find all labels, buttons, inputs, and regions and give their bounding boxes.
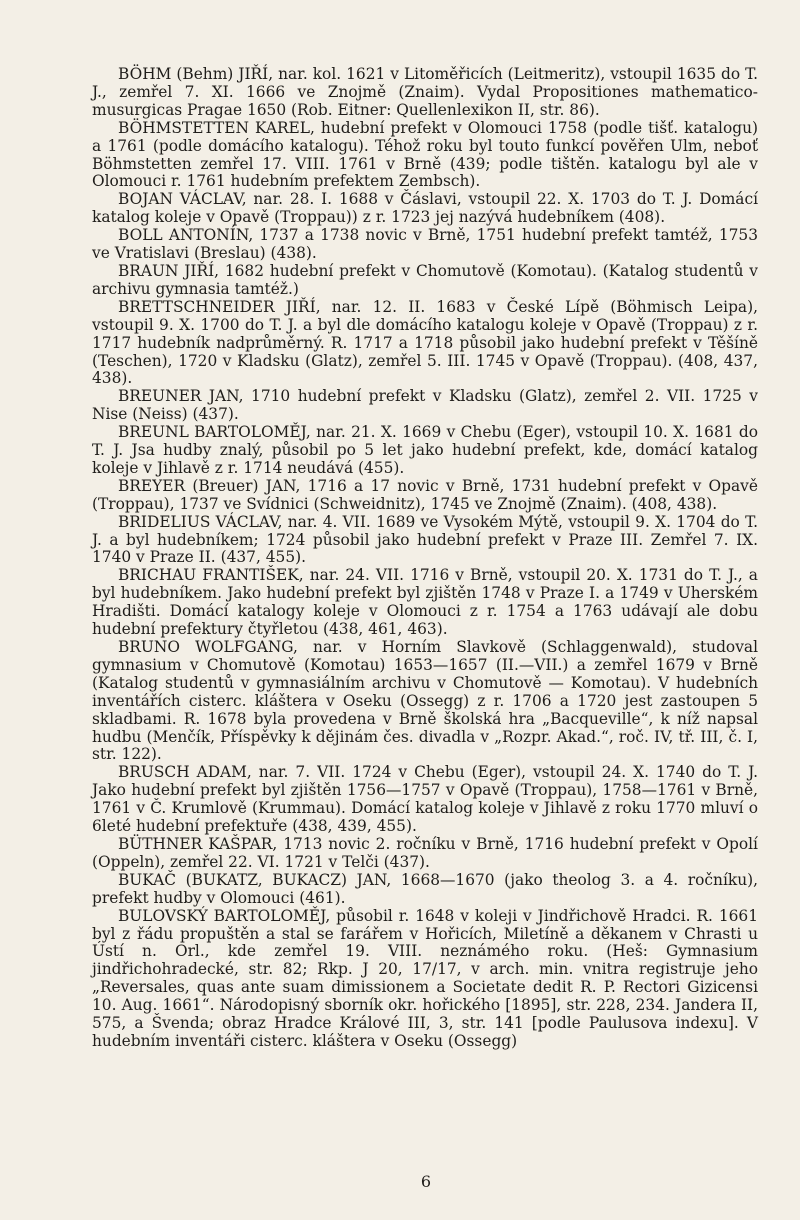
entry-bukac: BUKAČ (BUKATZ, BUKACZ) JAN, 1668—1670 (jako theolog 3. a 4. ročníku), prefekt hudby v Olomouci (461). [92, 870, 758, 907]
entry-brettschneider: BRETTSCHNEIDER JIŘÍ, nar. 12. II. 1683 v České Lípě (Böhmisch Leipa), vstoupil 9. X. 1700 do T. J. a byl dle domácího katalogu koleje v Opavě (Troppau) z r. 1717 hudebník nadprůměrný. R. 1717 a 1718 působil jako hudební prefekt v Těšíně (Teschen), 1720 v Kladsku (Glatz), zemřel 5. III. 1745 v Opavě (Troppau). (408, 437, 438). [92, 297, 758, 388]
entry-breuner: BREUNER JAN, 1710 hudební prefekt v Kladsku (Glatz), zemřel 2. VII. 1725 v Nise (Neiss) (437). [92, 387, 758, 424]
entry-bruno: BRUNO WOLFGANG, nar. v Horním Slavkově (Schlaggenwald), studoval gymnasium v Chomutově (Komotau) 1653—1657 (II.—VII.) a zemřel 1679 v Brně (Katalog studentů v gymnasiálním archivu v Chomutově — Komotau). V hudebních inventářích cisterc. kláštera v Oseku (Ossegg) z r. 1706 a 1720 jest zastoupen 5 skladbami. R. 1678 byla provedena v Brně školská hra „Bacqueville“, k níž napsal hudbu (Menčík, Příspěvky k dějinám čes. divadla v „Rozpr. Akad.“, roč. IV, tř. III, č. I, str. 122). [92, 638, 758, 764]
entry-breyer: BREYER (Breuer) JAN, 1716 a 17 novic v Brně, 1731 hudební prefekt v Opavě (Troppau), 1737 ve Svídnici (Schweidnitz), 1745 ve Znojmě (Znaim). (408, 438). [92, 476, 758, 513]
entry-bohm: BÖHM (Behm) JIŘÍ, nar. kol. 1621 v Litoměřicích (Leitmeritz), vstoupil 1635 do T. J., zemřel 7. XI. 1666 ve Znojmě (Znaim). Vydal Propositiones mathematico-musurgicas Pragae 1650 (Rob. Eitner: Quellenlexikon II, str. 86). [92, 65, 758, 119]
entry-bojan: BOJAN VÁCLAV, nar. 28. I. 1688 v Čáslavi, vstoupil 22. X. 1703 do T. J. Domácí katalog koleje v Opavě (Troppau)) z r. 1723 jej nazývá hudebníkem (408). [92, 190, 758, 227]
page-number: 6 [420, 1172, 432, 1191]
entry-bulovsky: BULOVSKÝ BARTOLOMĚJ, působil r. 1648 v koleji v Jindřichově Hradci. R. 1661 byl z řádu propuštěn a stal se farářem v Hořicích, Miletíně a děkanem v Chrasti u Ústí n. Orl., kde zemřel 19. VIII. neznámého roku. (Heš: Gymnasium jindřichohradecké, str. 82; Rkp. J 20, 17/17, v arch. min. vnitra registruje jeho „Reversales, quas ante suam dimissionem a Societate dedit R. P. Rectori Gizicensi 10. Aug. 1661“. Národopisný sborník okr. hořického [1895], str. 228, 234. Jandera II, 575, a Švenda; obraz Hradce Králové III, 3, str. 141 [podle Paulusova indexu]. V hudebním inventáři cisterc. kláštera v Oseku (Ossegg) [92, 906, 758, 1050]
entry-buthner: BÜTHNER KAŠPAR, 1713 novic 2. ročníku v Brně, 1716 hudební prefekt v Opolí (Oppeln), zemřel 22. VI. 1721 v Telči (437). [92, 834, 758, 871]
entry-brusch: BRUSCH ADAM, nar. 7. VII. 1724 v Chebu (Eger), vstoupil 24. X. 1740 do T. J. Jako hudební prefekt byl zjištěn 1756—1757 v Opavě (Troppau), 1758—1761 v Brně, 1761 v Č. Krumlově (Krummau). Domácí katalog koleje v Jihlavě z roku 1770 mluví o 6leté hudební prefektuře (438, 439, 455). [92, 763, 758, 836]
entry-bridelius: BRIDELIUS VÁCLAV, nar. 4. VII. 1689 ve Vysokém Mýtě, vstoupil 9. X. 1704 do T. J. a byl hudebníkem; 1724 působil jako hudební prefekt v Praze III. Zemřel 7. IX. 1740 v Praze II. (437, 455). [92, 512, 758, 567]
entry-bohmstetten: BÖHMSTETTEN KAREL, hudební prefekt v Olomouci 1758 (podle tišť. katalogu) a 1761 (podle domácího katalogu). Téhož roku byl touto funkcí pověřen Ulm, neboť Böhmstetten zemřel 17. VIII. 1761 v Brně (439; podle tištěn. katalogu byl ale v Olomouci r. 1761 hudebním prefektem Zembsch). [92, 118, 758, 191]
entry-boll: BOLL ANTONÍN, 1737 a 1738 novic v Brně, 1751 hudební prefekt tamtéž, 1753 ve Vratislavi (Breslau) (438). [92, 226, 758, 263]
entry-braun: BRAUN JIŘÍ, 1682 hudební prefekt v Chomutově (Komotau). (Katalog studentů v archivu gymnasia tamtéž.) [92, 261, 758, 298]
entry-brichau: BRICHAU FRANTIŠEK, nar. 24. VII. 1716 v Brně, vstoupil 20. X. 1731 do T. J., a byl hudebníkem. Jako hudební prefekt byl zjištěn 1748 v Praze I. a 1749 v Uherském Hradišti. Domácí katalogy koleje v Olomouci z r. 1754 a 1763 udávají ale dobu hudební prefektury čtyřletou (438, 461, 463). [92, 566, 758, 639]
entry-breunl: BREUNL BARTOLOMĚJ, nar. 21. X. 1669 v Chebu (Eger), vstoupil 10. X. 1681 do T. J. Jsa hudby znalý, působil po 5 let jako hudební prefekt, kde, domácí katalog koleje v Jihlavě z r. 1714 neudává (455). [92, 423, 758, 477]
